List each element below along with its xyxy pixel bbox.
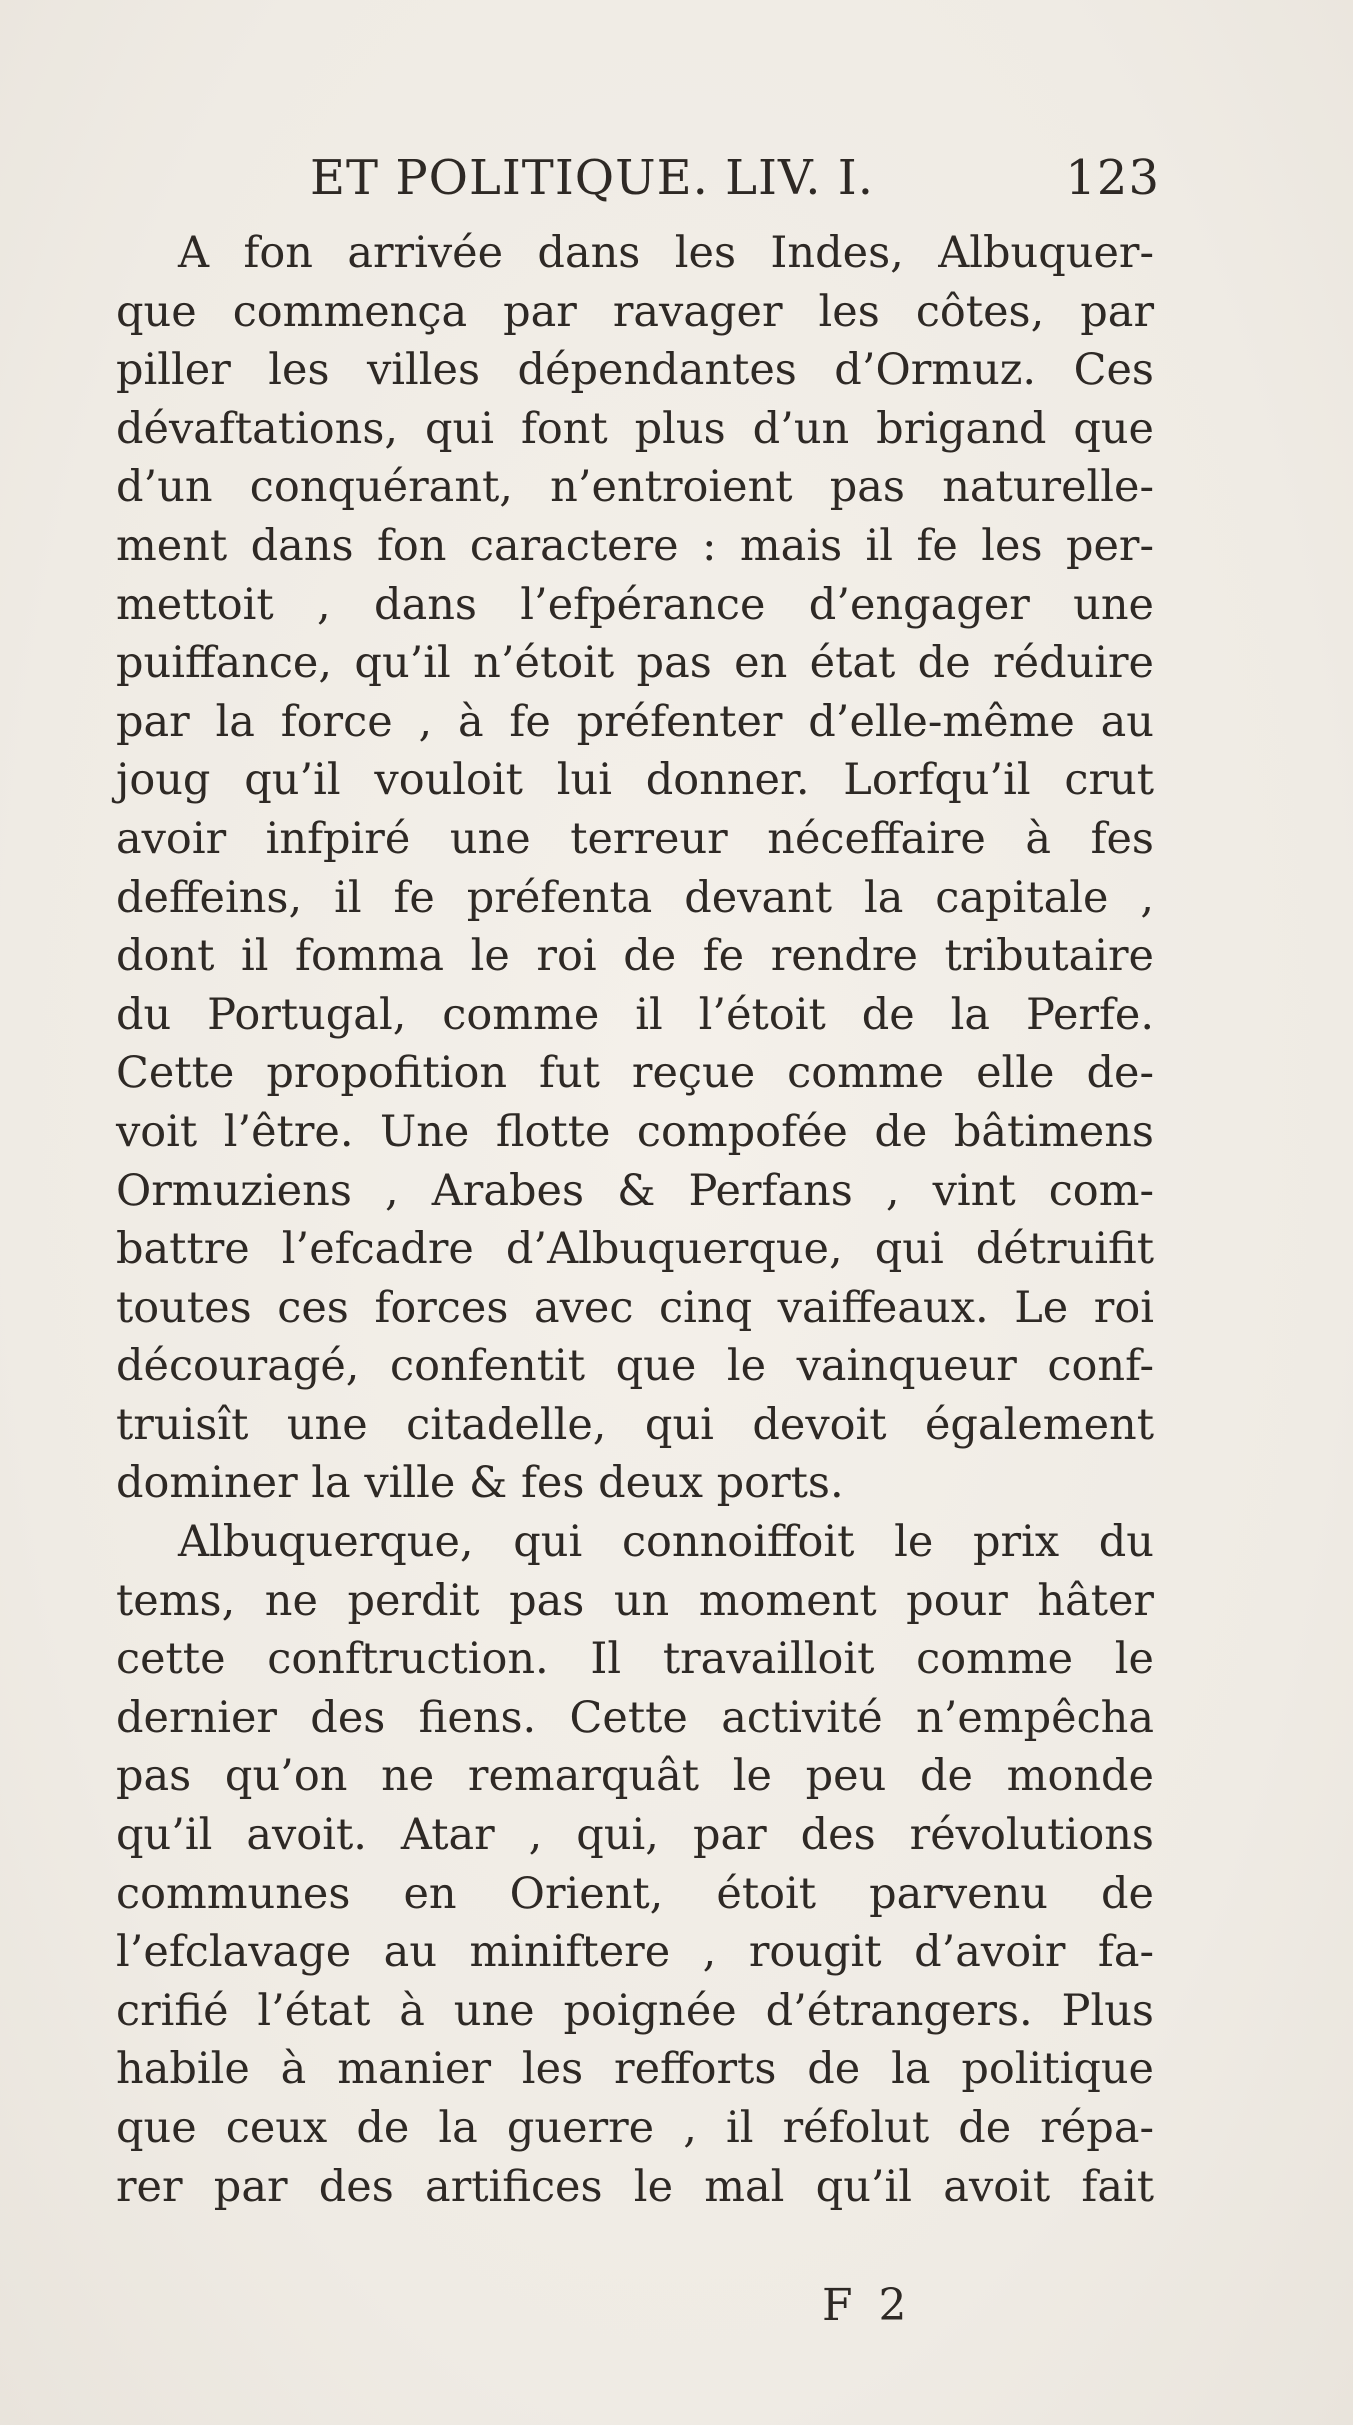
- text-line: avoir infpiré une terreur néceffaire à fes: [116, 813, 1154, 864]
- text-line: piller les villes dépendantes d’Ormuz. Ces: [116, 345, 1154, 396]
- running-title: ET POLITIQUE. LIV. I.: [310, 150, 874, 206]
- text-line: battre l’efcadre d’Albuquerque, qui détruifit: [116, 1224, 1154, 1275]
- paragraph: [116, 1513, 1154, 2216]
- text-line: découragé, confentit que le vainqueur conf-: [116, 1341, 1154, 1392]
- text-line: qu’il avoit. Atar , qui, par des révolutions: [116, 1810, 1154, 1861]
- text-line: crifié l’état à une poignée d’étrangers. Plus: [116, 1985, 1154, 2036]
- signature-mark: F 2: [822, 2280, 913, 2331]
- text-line: A fon arrivée dans les Indes, Albuquer-: [178, 228, 1154, 278]
- text-line: puiffance, qu’il n’étoit pas en état de réduire: [116, 638, 1154, 689]
- paragraph: [116, 224, 1154, 1513]
- text-line: Albuquerque, qui connoiffoit le prix du: [178, 1517, 1154, 1568]
- text-line: habile à manier les refforts de la politique: [116, 2044, 1154, 2095]
- text-body: [116, 224, 1154, 2216]
- text-line: par la force , à fe préfenter d’elle-même au: [116, 696, 1154, 747]
- text-line: Ormuziens , Arabes & Perfans , vint com-: [116, 1165, 1154, 1216]
- text-line: voit l’être. Une flotte compofée de bâtimens: [116, 1106, 1154, 1157]
- text-line: Cette propofition fut reçue comme elle de-: [116, 1048, 1154, 1099]
- text-line: cette conftruction. Il travailloit comme le: [116, 1634, 1154, 1685]
- text-line: dernier des fiens. Cette activité n’empêcha: [116, 1692, 1154, 1743]
- text-line: l’efclavage au miniftere , rougit d’avoir fa-: [116, 1927, 1154, 1978]
- text-line: toutes ces forces avec cinq vaiffeaux. Le roi: [116, 1282, 1154, 1333]
- text-line: joug qu’il vouloit lui donner. Lorfqu’il crut: [116, 755, 1154, 806]
- running-header: [310, 150, 1160, 214]
- text-line: communes en Orient, étoit parvenu de: [116, 1868, 1154, 1919]
- text-line: dévaftations, qui font plus d’un brigand que: [116, 403, 1154, 454]
- text-line: dominer la ville & fes deux ports.: [116, 1458, 844, 1509]
- text-line: rer par des artifices le mal qu’il avoit fait: [116, 2161, 1154, 2212]
- text-line: ment dans fon caractere : mais il fe les per-: [116, 520, 1154, 571]
- text-line: dont il fomma le roi de fe rendre tributaire: [116, 931, 1154, 982]
- text-line: mettoit , dans l’efpérance d’engager une: [116, 579, 1154, 630]
- text-line: que commença par ravager les côtes, par: [116, 286, 1154, 337]
- page-number: 123: [1065, 150, 1160, 206]
- text-line: pas qu’on ne remarquât le peu de monde: [116, 1751, 1154, 1802]
- text-line: truisît une citadelle, qui devoit également: [116, 1399, 1154, 1450]
- text-line: deffeins, il fe préfenta devant la capitale ,: [116, 872, 1154, 923]
- text-line: du Portugal, comme il l’étoit de la Perfe.: [116, 989, 1154, 1040]
- text-line: tems, ne perdit pas un moment pour hâter: [116, 1575, 1154, 1626]
- text-line: que ceux de la guerre , il réfolut de répa-: [116, 2103, 1154, 2153]
- text-line: d’un conquérant, n’entroient pas naturelle-: [116, 462, 1154, 513]
